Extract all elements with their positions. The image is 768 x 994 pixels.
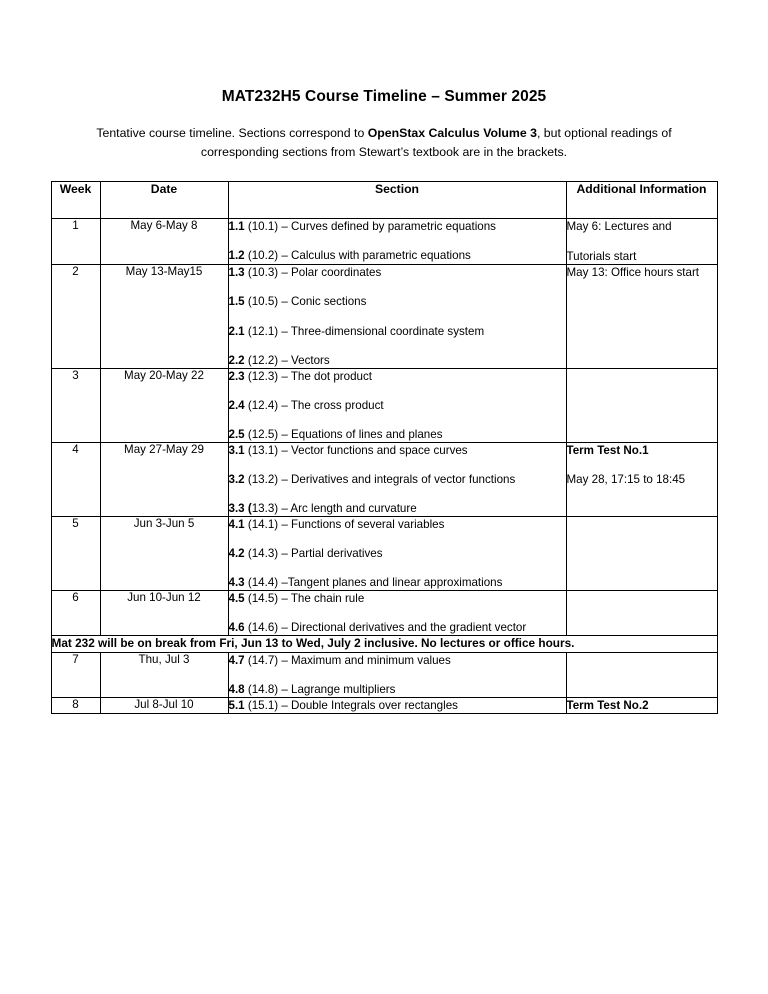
- break-announcement-text: Mat 232 will be on break from Fri, Jun 13 to Wed, July 2 inclusive. No lectures or office hours.: [51, 636, 717, 652]
- section-number: 4.1: [228, 518, 245, 531]
- cell-week: 5: [51, 517, 100, 591]
- table-header: [51, 182, 717, 219]
- section-entry: [229, 398, 566, 413]
- section-number: 3.1: [228, 443, 245, 457]
- table-row: [51, 517, 717, 591]
- section-description: (12.1) – Three-dimensional coordinate system: [244, 324, 485, 338]
- table-header-row: [51, 182, 717, 219]
- section-entry: [229, 443, 566, 458]
- section-entry: [229, 353, 566, 368]
- cell-additional-information: [566, 517, 717, 591]
- section-entry: [229, 653, 566, 668]
- section-entry: [229, 682, 566, 697]
- section-description: (14.3) – Partial derivatives: [244, 547, 383, 561]
- section-number: 2.2: [228, 353, 245, 367]
- table-body: [51, 219, 717, 714]
- timeline-table-container: [0, 162, 768, 714]
- section-entry: [229, 517, 566, 532]
- section-number: 1.5: [228, 295, 245, 309]
- section-number: 5.1: [228, 698, 245, 712]
- section-entry: [229, 591, 566, 606]
- info-note: May 6: Lectures and: [566, 220, 672, 234]
- column-header-week: Week: [51, 182, 100, 219]
- cell-section: [228, 265, 566, 368]
- section-number: 1.1: [228, 220, 245, 234]
- cell-additional-information: [566, 591, 717, 636]
- section-description: (10.1) – Curves defined by parametric equations: [244, 220, 496, 234]
- cell-week: 3: [51, 368, 100, 442]
- column-header-section: Section: [228, 182, 566, 219]
- cell-week: 1: [51, 219, 100, 265]
- section-entry: [229, 248, 566, 263]
- section-number: 3.2: [228, 472, 245, 486]
- cell-additional-information: [566, 652, 717, 697]
- section-entry: [229, 698, 566, 713]
- cell-additional-information: [566, 368, 717, 442]
- cell-section: [228, 219, 566, 265]
- section-number: 4.7: [228, 653, 245, 667]
- section-description: (14.7) – Maximum and minimum values: [244, 653, 451, 667]
- table-row: [51, 652, 717, 697]
- section-number: 4.8: [228, 682, 245, 696]
- cell-week: 2: [51, 265, 100, 368]
- section-number: 1.2: [228, 249, 245, 263]
- section-entry: [229, 324, 566, 339]
- table-row: [51, 591, 717, 636]
- section-number: 4.6: [228, 621, 245, 635]
- section-number: 4.2: [228, 547, 245, 561]
- section-number: 1.3: [228, 266, 245, 280]
- cell-week: 6: [51, 591, 100, 636]
- cell-section: [228, 442, 566, 516]
- table-row: [51, 265, 717, 368]
- section-entry: [229, 294, 566, 309]
- cell-date: Jul 8-Jul 10: [100, 697, 228, 714]
- cell-date: May 6-May 8: [100, 219, 228, 265]
- section-number: 3.3 (: [228, 501, 252, 515]
- cell-date: Thu, Jul 3: [100, 652, 228, 697]
- subtitle-text-after: , but optional readings of corresponding sections from Stewart’s textbook are in the brackets.: [200, 126, 672, 160]
- cell-date: May 20-May 22: [100, 368, 228, 442]
- info-heading: Term Test No.2: [566, 698, 649, 712]
- info-note: May 13: Office hours start: [566, 266, 700, 280]
- column-header-additional-information: Additional Information: [566, 182, 717, 219]
- section-description: (14.5) – The chain rule: [244, 592, 365, 606]
- page-title: MAT232H5 Course Timeline – Summer 2025: [221, 88, 547, 105]
- section-entry: [229, 219, 566, 234]
- section-entry: [229, 575, 566, 590]
- info-heading: Term Test No.1: [566, 443, 649, 457]
- section-number: 2.1: [228, 324, 245, 338]
- section-description: (12.3) – The dot product: [244, 369, 373, 383]
- section-number: 4.3: [228, 576, 245, 590]
- cell-week: 8: [51, 697, 100, 714]
- break-announcement-row: [51, 636, 717, 652]
- info-note: May 28, 17:15 to 18:45: [566, 473, 686, 487]
- cell-additional-information: [566, 265, 717, 368]
- subtitle-text-before: Tentative course timeline. Sections correspond to: [96, 126, 368, 140]
- section-description: (14.6) – Directional derivatives and the gradient vector: [244, 621, 527, 635]
- section-number: 2.3: [228, 369, 245, 383]
- table-row: [51, 219, 717, 265]
- section-description: (13.2) – Derivatives and integrals of vector functions: [244, 472, 516, 486]
- section-description: (14.4) –Tangent planes and linear approximations: [244, 576, 503, 590]
- table-row: [51, 368, 717, 442]
- section-entry: [229, 369, 566, 384]
- cell-section: [228, 652, 566, 697]
- section-number: 2.5: [228, 427, 245, 441]
- cell-additional-information: [566, 697, 717, 714]
- cell-date: May 27-May 29: [100, 442, 228, 516]
- cell-section: [228, 697, 566, 714]
- cell-date: Jun 3-Jun 5: [100, 517, 228, 591]
- cell-week: 7: [51, 652, 100, 697]
- section-description: 13.3) – Arc length and curvature: [251, 501, 417, 515]
- cell-week: 4: [51, 442, 100, 516]
- section-entry: [229, 501, 566, 516]
- section-number: 2.4: [228, 398, 245, 412]
- section-description: (10.2) – Calculus with parametric equations: [244, 249, 471, 263]
- section-number: 4.5: [228, 592, 245, 606]
- section-entry: [229, 427, 566, 442]
- section-entry: [229, 472, 566, 487]
- section-description: (13.1) – Vector functions and space curves: [244, 443, 468, 457]
- cell-date: May 13-May15: [100, 265, 228, 368]
- section-entry: [229, 546, 566, 561]
- course-timeline-table: [51, 181, 718, 714]
- table-row: [51, 442, 717, 516]
- section-description: (12.4) – The cross product: [244, 398, 384, 412]
- section-entry: [229, 620, 566, 635]
- section-description: (10.5) – Conic sections: [244, 295, 367, 309]
- cell-additional-information: [566, 219, 717, 265]
- column-header-date: Date: [100, 182, 228, 219]
- section-entry: [229, 265, 566, 280]
- cell-section: [228, 517, 566, 591]
- info-note: Tutorials start: [566, 249, 637, 263]
- cell-section: [228, 368, 566, 442]
- subtitle-textbook-name: OpenStax Calculus Volume 3: [367, 126, 537, 140]
- page-subtitle: [74, 106, 694, 162]
- section-description: (14.1) – Functions of several variables: [244, 518, 445, 531]
- cell-date: Jun 10-Jun 12: [100, 591, 228, 636]
- cell-additional-information: [566, 442, 717, 516]
- section-description: (12.5) – Equations of lines and planes: [244, 427, 443, 441]
- section-description: (12.2) – Vectors: [244, 353, 330, 367]
- section-description: (14.8) – Lagrange multipliers: [244, 682, 396, 696]
- cell-section: [228, 591, 566, 636]
- table-row: [51, 697, 717, 714]
- section-description: (10.3) – Polar coordinates: [244, 266, 382, 280]
- section-description: (15.1) – Double Integrals over rectangles: [244, 698, 458, 712]
